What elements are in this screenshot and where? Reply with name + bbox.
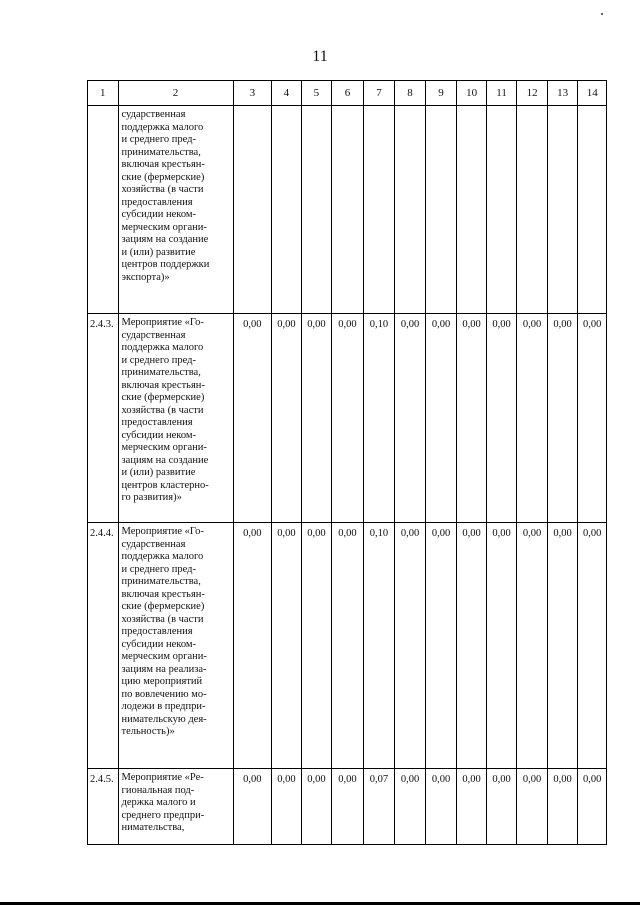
row-value: 0,00: [578, 769, 607, 845]
row-value: [332, 106, 364, 314]
table-row: [88, 314, 607, 523]
row-number: 2.4.4.: [88, 523, 119, 769]
row-value: 0,00: [547, 523, 578, 769]
row-value: [301, 106, 332, 314]
row-value: [457, 106, 487, 314]
row-value: 0,00: [301, 314, 332, 523]
table-header-row: [88, 81, 607, 106]
row-value: 0,00: [457, 314, 487, 523]
column-header: 3: [233, 81, 272, 106]
row-value: [425, 106, 457, 314]
row-number: [88, 106, 119, 314]
row-number: 2.4.5.: [88, 769, 119, 845]
row-description: Мероприятие «Го- сударственная поддержка малого и среднего пред- принимательства, включая крестьян- ские (фермерские) хозяйства (в части предоставления субсидии неком- мерческим органи- зациям на реализа- цию мероприятий по вовлечению мо- лодежи в предпри- нимательскую дея- тельность)»: [118, 523, 233, 769]
column-header: 10: [457, 81, 487, 106]
row-value: 0,00: [233, 314, 272, 523]
row-value: 0,10: [363, 523, 395, 769]
row-value: 0,00: [332, 523, 364, 769]
row-value: 0,00: [425, 523, 457, 769]
row-value: 0,00: [517, 523, 548, 769]
table-row: [88, 769, 607, 845]
row-value: 0,00: [272, 769, 302, 845]
row-value: 0,00: [332, 314, 364, 523]
row-value: [578, 106, 607, 314]
row-value: 0,00: [425, 314, 457, 523]
row-value: 0,00: [578, 523, 607, 769]
row-value: 0,00: [233, 769, 272, 845]
row-value: 0,00: [332, 769, 364, 845]
row-value: 0,00: [301, 769, 332, 845]
row-value: [547, 106, 578, 314]
row-value: 0,00: [395, 769, 426, 845]
row-value: 0,00: [486, 769, 517, 845]
row-value: 0,00: [233, 523, 272, 769]
row-description: сударственная поддержка малого и среднего пред- принимательства, включая крестьян- ские (фермерские) хозяйства (в части предоставления субсидии неком- мерческим органи- зациям на создание и (или) развитие центров поддержки экспорта)»: [118, 106, 233, 314]
column-header: 12: [517, 81, 548, 106]
row-description: Мероприятие «Ре- гиональная под- держка малого и среднего предпри- нимательства,: [118, 769, 233, 845]
column-header: 8: [395, 81, 426, 106]
row-value: 0,00: [578, 314, 607, 523]
row-value: 0,00: [486, 314, 517, 523]
row-value: 0,00: [425, 769, 457, 845]
row-value: [272, 106, 302, 314]
row-value: 0,00: [517, 314, 548, 523]
row-number: 2.4.3.: [88, 314, 119, 523]
row-value: [233, 106, 272, 314]
row-value: 0,00: [272, 314, 302, 523]
column-header: 5: [301, 81, 332, 106]
column-header: 9: [425, 81, 457, 106]
row-value: 0,00: [301, 523, 332, 769]
column-header: 14: [578, 81, 607, 106]
column-header: 13: [547, 81, 578, 106]
row-value: 0,00: [486, 523, 517, 769]
row-value: [395, 106, 426, 314]
column-header: 6: [332, 81, 364, 106]
row-value: [486, 106, 517, 314]
column-header: 2: [118, 81, 233, 106]
row-value: 0,00: [395, 523, 426, 769]
row-value: 0,00: [547, 314, 578, 523]
table-row: [88, 106, 607, 314]
row-description: Мероприятие «Го- сударственная поддержка малого и среднего пред- принимательства, включая крестьян- ские (фермерские) хозяйства (в части предоставления субсидии неком- мерческим органи- зациям на создание и (или) развитие центров кластерно- го развития)»: [118, 314, 233, 523]
row-value: 0,00: [457, 769, 487, 845]
column-header: 11: [486, 81, 517, 106]
column-header: 7: [363, 81, 395, 106]
row-value: 0,00: [272, 523, 302, 769]
row-value: 0,00: [457, 523, 487, 769]
row-value: 0,00: [395, 314, 426, 523]
row-value: [517, 106, 548, 314]
budget-table: [87, 80, 607, 845]
page-number: 11: [312, 48, 328, 65]
table-row: [88, 523, 607, 769]
row-value: 0,00: [517, 769, 548, 845]
scan-speck: [601, 13, 603, 15]
row-value: 0,00: [547, 769, 578, 845]
row-value: 0,07: [363, 769, 395, 845]
row-value: 0,10: [363, 314, 395, 523]
column-header: 1: [88, 81, 119, 106]
column-header: 4: [272, 81, 302, 106]
row-value: [363, 106, 395, 314]
